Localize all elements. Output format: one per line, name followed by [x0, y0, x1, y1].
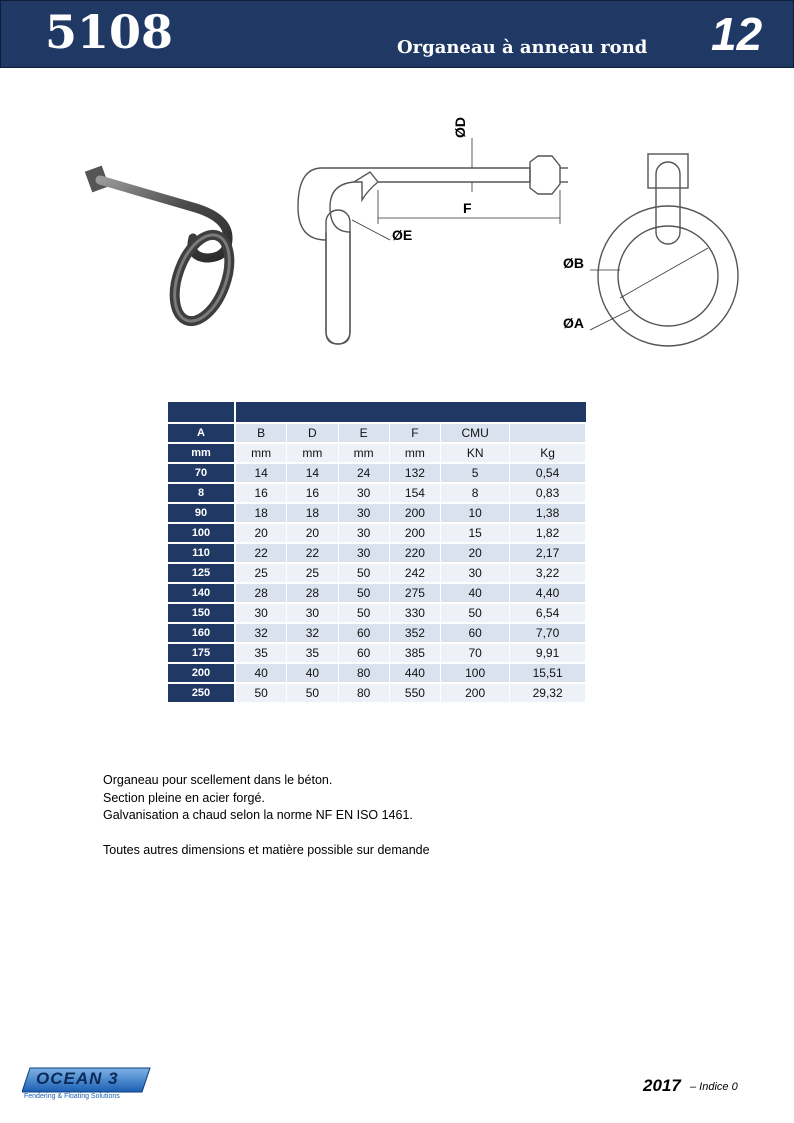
table-row [168, 524, 586, 542]
table-cell: 50 [339, 604, 390, 622]
table-top-band [168, 402, 586, 422]
table-cell: KN [441, 444, 510, 462]
label-a: ØA [563, 315, 584, 331]
spacer [103, 825, 430, 842]
table-cell: 30 [339, 504, 390, 522]
table-cell: 22 [287, 544, 338, 562]
table-row [168, 424, 586, 442]
table-cell: 40 [236, 664, 287, 682]
table-cell: 60 [339, 624, 390, 642]
table-cell: 275 [390, 584, 441, 602]
table-cell: 0,83 [510, 484, 586, 502]
label-f: F [463, 200, 472, 216]
page-number: 12 [711, 8, 763, 60]
table-cell: 154 [390, 484, 441, 502]
table-cell: 15 [441, 524, 510, 542]
table-cell-a: 150 [168, 604, 234, 622]
table-cell: 50 [339, 564, 390, 582]
description-line: Galvanisation a chaud selon la norme NF EN ISO 1461. [103, 808, 413, 822]
table-cell: mm [339, 444, 390, 462]
table-cell: 30 [339, 524, 390, 542]
table-row [168, 644, 586, 662]
table-cell: 352 [390, 624, 441, 642]
footer-indice: – Indice 0 [690, 1081, 738, 1093]
table-cell-a: 250 [168, 684, 234, 702]
table-cell: 30 [339, 544, 390, 562]
table-cell-a: 70 [168, 464, 234, 482]
dimensions-table [168, 402, 586, 704]
side-view-drawing [290, 132, 580, 352]
table-cell: 10 [441, 504, 510, 522]
table-cell: 16 [287, 484, 338, 502]
table-cell: E [339, 424, 390, 442]
table-cell: 50 [236, 684, 287, 702]
table-cell: 550 [390, 684, 441, 702]
table-cell: 35 [236, 644, 287, 662]
label-d: ØD [452, 117, 468, 138]
table-cell: 25 [236, 564, 287, 582]
table-cell-a: 100 [168, 524, 234, 542]
table-cell: 14 [287, 464, 338, 482]
table-cell: 80 [339, 684, 390, 702]
table-cell: 2,17 [510, 544, 586, 562]
table-cell: 1,38 [510, 504, 586, 522]
technical-drawings [0, 117, 794, 360]
table-cell: 8 [441, 484, 510, 502]
table-cell: 200 [390, 524, 441, 542]
table-cell: 330 [390, 604, 441, 622]
table-cell: Kg [510, 444, 586, 462]
table-cell-a: 90 [168, 504, 234, 522]
product-3d-render [78, 158, 248, 368]
table-cell: 30 [339, 484, 390, 502]
label-e: ØE [392, 227, 413, 243]
table-row [168, 504, 586, 522]
table-cell-a: 140 [168, 584, 234, 602]
table-cell: F [390, 424, 441, 442]
table-cell: 35 [287, 644, 338, 662]
product-title: Organeau à anneau rond [397, 37, 648, 58]
ocean3-logo [22, 1064, 152, 1104]
table-cell-a: 8 [168, 484, 234, 502]
table-cell: 50 [339, 584, 390, 602]
table-row [168, 544, 586, 562]
table-cell: 50 [441, 604, 510, 622]
logo-tagline: Fendering & Floating Solutions [24, 1093, 120, 1100]
table-cell: 40 [441, 584, 510, 602]
table-cell: 5 [441, 464, 510, 482]
table-cell: CMU [441, 424, 510, 442]
table-row [168, 444, 586, 462]
table-cell-a: 175 [168, 644, 234, 662]
table-cell: 25 [287, 564, 338, 582]
table-cell: 440 [390, 664, 441, 682]
table-cell: 242 [390, 564, 441, 582]
table-row [168, 464, 586, 482]
table-cell: mm [390, 444, 441, 462]
table-cell: 15,51 [510, 664, 586, 682]
table-cell: 16 [236, 484, 287, 502]
table-cell: 0,54 [510, 464, 586, 482]
table-cell [510, 424, 586, 442]
table-cell: 40 [287, 664, 338, 682]
table-cell: D [287, 424, 338, 442]
table-cell: 24 [339, 464, 390, 482]
table-cell: 18 [236, 504, 287, 522]
table-cell: 3,22 [510, 564, 586, 582]
table-cell: 6,54 [510, 604, 586, 622]
table-cell-a: 125 [168, 564, 234, 582]
label-b: ØB [563, 255, 584, 271]
product-code: 5108 [45, 5, 174, 59]
table-row [168, 564, 586, 582]
table-cell: 200 [441, 684, 510, 702]
table-cell: 32 [236, 624, 287, 642]
table-cell: B [236, 424, 287, 442]
table-cell: 20 [441, 544, 510, 562]
table-cell: 9,91 [510, 644, 586, 662]
table-cell: 132 [390, 464, 441, 482]
table-cell: 18 [287, 504, 338, 522]
table-cell: 1,82 [510, 524, 586, 542]
table-cell: 80 [339, 664, 390, 682]
table-row [168, 664, 586, 682]
table-cell: 200 [390, 504, 441, 522]
table-cell: 220 [390, 544, 441, 562]
table-cell: 50 [287, 684, 338, 702]
table-cell-a: A [168, 424, 234, 442]
product-description [103, 772, 430, 859]
table-cell-a: 200 [168, 664, 234, 682]
table-row [168, 604, 586, 622]
table-cell: 60 [339, 644, 390, 662]
table-cell: 30 [441, 564, 510, 582]
table-cell: 28 [287, 584, 338, 602]
table-cell: 30 [287, 604, 338, 622]
table-cell: 22 [236, 544, 287, 562]
front-view-drawing [590, 150, 750, 350]
description-line: Toutes autres dimensions et matière possible sur demande [103, 842, 430, 857]
table-cell-a: mm [168, 444, 234, 462]
table-cell: mm [236, 444, 287, 462]
table-cell: 385 [390, 644, 441, 662]
table-row [168, 484, 586, 502]
table-cell: 14 [236, 464, 287, 482]
table-row [168, 624, 586, 642]
footer-year: 2017 [643, 1076, 681, 1095]
table-band-left [168, 402, 234, 422]
table-row [168, 584, 586, 602]
table-cell: 20 [287, 524, 338, 542]
table-cell: 30 [236, 604, 287, 622]
table-cell: 7,70 [510, 624, 586, 642]
page-header [0, 0, 794, 68]
table-cell: 32 [287, 624, 338, 642]
table-band-right [236, 402, 586, 422]
table-cell: 70 [441, 644, 510, 662]
table-cell-a: 160 [168, 624, 234, 642]
description-line: Organeau pour scellement dans le béton. [103, 773, 333, 787]
table-cell: 29,32 [510, 684, 586, 702]
logo-name: OCEAN 3 [36, 1069, 119, 1088]
dimensions-grid [168, 422, 586, 704]
table-row [168, 684, 586, 702]
description-line: Section pleine en acier forgé. [103, 790, 265, 805]
table-cell: 100 [441, 664, 510, 682]
table-cell: mm [287, 444, 338, 462]
table-cell-a: 110 [168, 544, 234, 562]
table-cell: 60 [441, 624, 510, 642]
table-cell: 28 [236, 584, 287, 602]
table-cell: 20 [236, 524, 287, 542]
table-cell: 4,40 [510, 584, 586, 602]
